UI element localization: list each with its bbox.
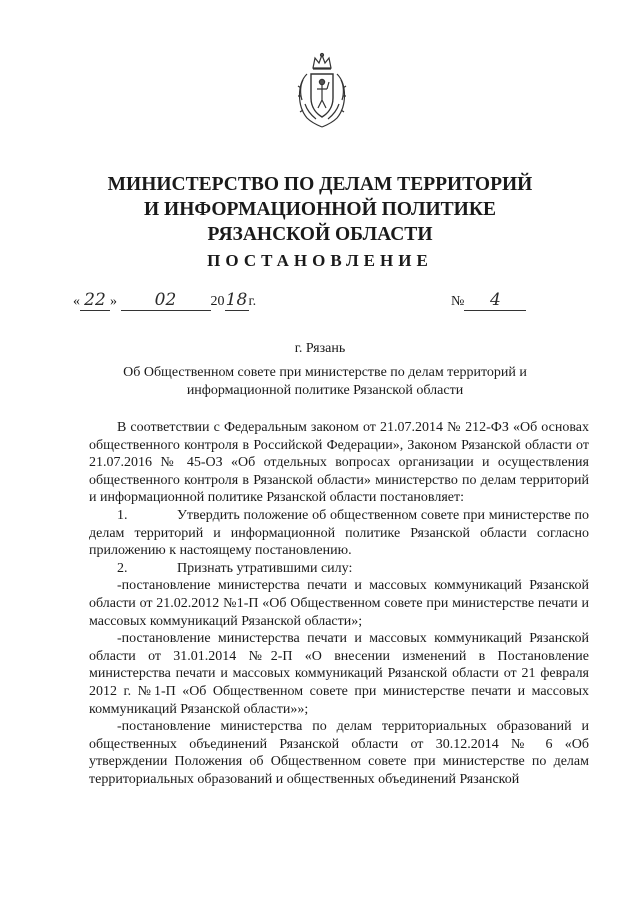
number-label: № — [451, 294, 465, 309]
subitem-3-paragraph: -постановление министерства по делам территориальных образований и общественных объединений Рязанской области от 30.12.2014 № 6 «Об утверждении Положения об Общественном совете при министерстве по делам территориальных образований и общественных объединений Рязанской — [89, 719, 589, 787]
item-2-number: 2. — [117, 560, 128, 576]
date-line — [73, 290, 256, 311]
handwritten-number: 4 — [489, 290, 501, 310]
org-line-3: РЯЗАНСКОЙ ОБЛАСТИ — [207, 224, 433, 245]
close-quote: » — [110, 294, 117, 309]
month-field — [121, 290, 211, 311]
year-mark: г. — [248, 294, 257, 309]
org-line-1: МИНИСТЕРСТВО ПО ДЕЛАМ ТЕРРИТОРИЙ — [107, 174, 533, 195]
handwritten-year: 18 — [225, 290, 248, 310]
coat-of-arms-emblem — [293, 52, 351, 132]
item-1-number: 1. — [117, 507, 128, 523]
item-1-text: Утвердить положение об общественном совете при министерстве по делам территорий и информационной политике Рязанской области согласно приложению к настоящему постановлению. — [89, 507, 589, 559]
item-2-paragraph — [89, 560, 589, 578]
item-1-paragraph — [89, 507, 589, 560]
org-line-2: И ИНФОРМАЦИОННОЙ ПОЛИТИКЕ — [144, 199, 496, 220]
number-field — [464, 290, 526, 311]
day-field — [80, 290, 110, 311]
handwritten-month: 02 — [154, 290, 177, 310]
document-type: ПОСТАНОВЛЕНИЕ — [207, 251, 433, 270]
subitem-1-paragraph: -постановление министерства печати и массовых коммуникаций Рязанской области от 21.02.2012 №1-П «Об Общественном совете при министерстве печати и массовых коммуникаций Рязанской области»; — [89, 578, 589, 629]
handwritten-day: 22 — [84, 290, 106, 310]
document-subject: Об Общественном совете при министерстве по делам территорий и информационной политике Рязанской области — [123, 365, 527, 398]
item-2-text: Признать утратившими силу: — [177, 560, 353, 576]
year-field — [225, 290, 249, 311]
document-body — [89, 419, 589, 788]
open-quote: « — [73, 294, 80, 309]
year-prefix: 20 — [210, 294, 225, 309]
number-line — [451, 290, 526, 311]
city-name: г. Рязань — [294, 341, 346, 356]
subitem-2-paragraph: -постановление министерства печати и массовых коммуникаций Рязанской области от 31.01.2014 №2-П «О внесении изменений в Постановление министерства печати и массовых коммуникаций Рязанской области от 21 февраля 2012 г. №1-П «Об Общественном совете при министерстве печати и массовых коммуникаций Рязанской области»»; — [89, 631, 589, 717]
organization-name — [0, 172, 640, 247]
preamble-paragraph: В соответствии с Федеральным законом от 21.07.2014 № 212-ФЗ «Об основах общественного контроля в Российской Федерации», Законом Рязанской области от 21.07.2016 № 45-ОЗ «Об отдельных вопросах организации и осуществления общественного контроля в Рязанской области» министерство по делам территорий и информационной политике Рязанской области постановляет: — [89, 420, 589, 506]
